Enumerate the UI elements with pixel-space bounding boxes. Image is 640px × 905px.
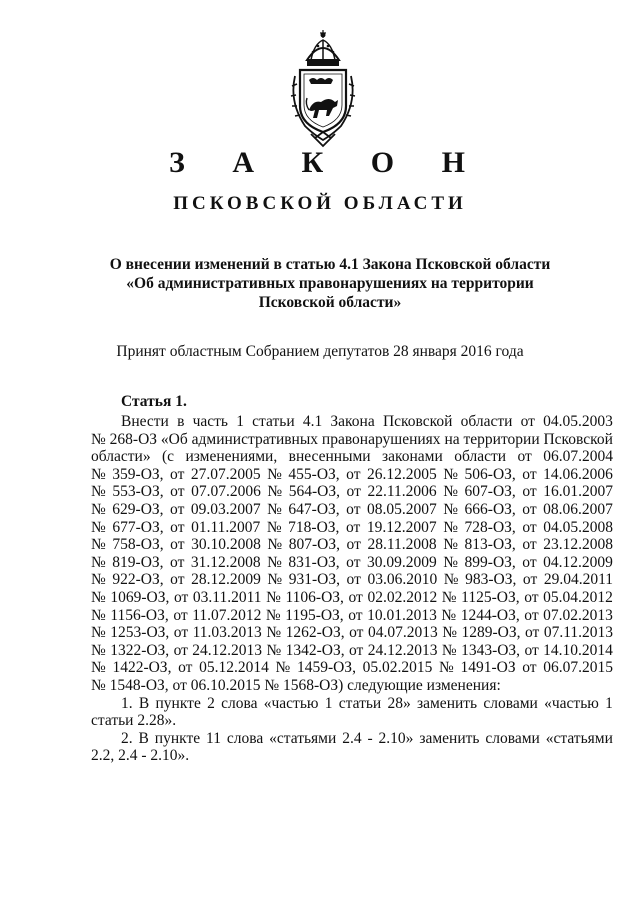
word: 899-ОЗ, (464, 553, 516, 571)
word: от (349, 641, 364, 659)
word: внесенными (288, 448, 371, 466)
word: в (177, 413, 185, 430)
word: 23.12.2008 (543, 536, 613, 554)
word: 1253-ОЗ, (110, 624, 170, 642)
word: 02.02.2012 (367, 588, 438, 606)
word: 11.07.2012 (192, 606, 262, 624)
word: 22.11.2006 (367, 483, 437, 501)
word: словами (485, 729, 540, 747)
word: от (522, 659, 537, 677)
word: 11.03.2013 (192, 624, 262, 642)
word: № (266, 641, 282, 659)
word: от (178, 659, 193, 677)
subject-line: Псковской области» (258, 294, 402, 311)
word: № (267, 465, 282, 483)
word: от (522, 483, 537, 501)
word: 1491-ОЗ (460, 659, 516, 677)
word: 629-ОЗ, (112, 500, 164, 518)
intro-line (91, 431, 613, 449)
law-region: ПСКОВСКОЙ ОБЛАСТИ (173, 193, 467, 214)
word: № (442, 624, 457, 642)
word: 1. (121, 694, 133, 712)
word: № (91, 553, 106, 571)
word: 1125-ОЗ, (461, 588, 520, 606)
word: Закона (330, 413, 375, 430)
amendment-item-2 (91, 730, 613, 748)
word: 04.05.2003 (543, 413, 613, 430)
word: от (522, 465, 537, 483)
subject-line: О внесении изменений в статью 4.1 Закона Псковской области (109, 256, 551, 273)
word: на (444, 430, 460, 448)
word: слова (226, 729, 264, 747)
word: пункте (154, 729, 201, 747)
word: № (439, 659, 454, 677)
word: 07.07.2006 (191, 483, 261, 501)
word: 506-ОЗ, (464, 465, 516, 483)
word: от (524, 606, 539, 624)
word: от (170, 553, 185, 571)
word: 30.09.2009 (367, 553, 437, 571)
intro-line (91, 448, 613, 466)
word: от (346, 465, 361, 483)
word: от (524, 624, 540, 642)
word: № (443, 518, 458, 536)
amendment-item-1-cont: статьи 2.28». (91, 712, 177, 730)
word: № (91, 483, 106, 501)
adoption-note: Принят областным Собранием депутатов 28 января 2016 года (116, 343, 524, 360)
word: от (522, 536, 537, 554)
word: № (266, 588, 281, 606)
word: от (348, 606, 363, 624)
word: № (443, 553, 459, 571)
word: заменить (419, 729, 480, 747)
word: от (522, 571, 538, 589)
word: от (524, 641, 539, 659)
word: 31.12.2008 (190, 553, 261, 571)
word: 14.10.2014 (543, 641, 613, 659)
word: 1422-ОЗ, (112, 659, 172, 677)
word: 1262-ОЗ, (285, 624, 345, 642)
word: 1289-ОЗ, (461, 624, 521, 642)
word: 4.1 (302, 413, 323, 430)
word: словами (483, 694, 538, 712)
word: В (138, 694, 150, 712)
intro-line (91, 413, 613, 431)
word: 1 (324, 694, 333, 712)
word: 08.05.2007 (367, 500, 437, 518)
word: № (91, 659, 106, 677)
intro-paragraph (91, 413, 613, 677)
word: 758-ОЗ, (112, 536, 164, 554)
word: 04.07.2013 (367, 624, 438, 642)
word: от (170, 536, 185, 554)
word: статьи (252, 413, 295, 430)
word: 03.11.2011 (192, 588, 262, 606)
word: 718-ОЗ, (288, 518, 340, 536)
word: 1069-ОЗ, (110, 588, 170, 606)
word: 28.12.2009 (191, 571, 261, 589)
word: от (170, 500, 185, 518)
word: № (275, 659, 291, 677)
word: от (517, 448, 532, 466)
word: № (91, 465, 106, 483)
word: от (170, 518, 185, 536)
word: № (267, 500, 282, 518)
word: 553-ОЗ, (112, 483, 164, 501)
word: от (173, 606, 188, 624)
word: 922-ОЗ, (112, 571, 164, 589)
word: 931-ОЗ, (288, 571, 340, 589)
word: 1459-ОЗ, (296, 659, 356, 677)
word: от (346, 500, 361, 518)
word: № (265, 606, 281, 624)
word: 27.07.2005 (190, 465, 261, 483)
word: 2. (121, 729, 133, 747)
word: от (173, 624, 189, 642)
word: Псковской (382, 413, 453, 430)
intro-line (91, 519, 613, 537)
word: 03.06.2010 (367, 571, 438, 589)
word: от (173, 641, 188, 659)
word: 1343-ОЗ, (461, 641, 521, 659)
word: области (460, 413, 513, 430)
word: № (267, 536, 283, 554)
word: 647-ОЗ, (288, 500, 340, 518)
intro-line (91, 607, 613, 625)
word: № (441, 606, 457, 624)
word: № (266, 518, 282, 536)
word: от (170, 483, 185, 501)
word: 1 (605, 694, 613, 712)
word: 1106-ОЗ, (285, 588, 344, 606)
law-subject (100, 255, 560, 312)
word: 268-ОЗ (109, 430, 158, 448)
word: № (267, 483, 283, 501)
word: от (524, 588, 539, 606)
word: от (173, 588, 189, 606)
subject-line: «Об административных правонарушениях на территории (126, 275, 534, 292)
word: часть (192, 413, 228, 430)
word: слова (221, 694, 258, 712)
word: № (443, 500, 459, 518)
word: 2.4 (342, 729, 362, 747)
word: 14.06.2006 (543, 465, 613, 483)
word: № (443, 536, 458, 554)
word: 04.05.2008 (543, 518, 613, 536)
intro-line (91, 571, 613, 589)
word: 06.07.2004 (543, 448, 613, 466)
word: законами (382, 448, 443, 466)
word: изменениями, (185, 448, 278, 466)
word: № (91, 536, 106, 554)
word: № (91, 588, 106, 606)
word: № (91, 641, 106, 659)
word: № (91, 500, 106, 518)
word: - (367, 729, 373, 747)
word: «статьями (545, 729, 613, 747)
word: 1156-ОЗ, (110, 606, 169, 624)
word: 831-ОЗ, (288, 553, 340, 571)
word: 28.11.2008 (367, 536, 437, 554)
word: «Об (160, 430, 188, 448)
word: 05.02.2015 (362, 659, 433, 677)
intro-line (91, 501, 613, 519)
word: 24.12.2013 (192, 641, 263, 659)
word: от (346, 483, 361, 501)
word: 19.12.2007 (366, 518, 437, 536)
word: 24.12.2013 (367, 641, 438, 659)
word: 07.02.2013 (543, 606, 613, 624)
word: 07.11.2013 (543, 624, 613, 642)
amendment-item-1 (91, 695, 613, 713)
word: «частью (544, 694, 599, 712)
word: 607-ОЗ, (464, 483, 516, 501)
word: 2 (207, 694, 215, 712)
intro-line (91, 536, 613, 554)
word: № (91, 430, 106, 448)
word: 1342-ОЗ, (285, 641, 345, 659)
word: 819-ОЗ, (112, 553, 164, 571)
word: «частью (263, 694, 319, 712)
word: 08.06.2007 (543, 500, 613, 518)
word: № (91, 571, 106, 589)
word: Внести (121, 413, 169, 430)
word: 666-ОЗ, (464, 500, 516, 518)
word: 26.12.2005 (367, 465, 437, 483)
word: 1195-ОЗ, (285, 606, 344, 624)
word: от (349, 624, 364, 642)
word: 983-ОЗ, (465, 571, 517, 589)
word: № (266, 624, 282, 642)
word: заменить (417, 694, 478, 712)
law-title: З А К О Н (169, 146, 485, 179)
word: от (346, 536, 361, 554)
word: № (441, 641, 457, 659)
word: области» (91, 448, 151, 466)
word: № (91, 518, 106, 536)
word: № (443, 465, 459, 483)
intro-last-line: № 1548-ОЗ, от 06.10.2015 № 1568-ОЗ) следующие изменения: (91, 676, 501, 694)
word: В (138, 729, 149, 747)
word: от (346, 553, 361, 571)
word: 455-ОЗ, (288, 465, 340, 483)
word: от (345, 518, 361, 536)
word: области (454, 448, 507, 466)
word: № (267, 571, 283, 589)
word: 04.12.2009 (543, 553, 613, 571)
word: 813-ОЗ, (464, 536, 516, 554)
word: № (91, 624, 106, 642)
word: «статьями (269, 729, 337, 747)
word: 30.10.2008 (191, 536, 261, 554)
word: от (522, 553, 537, 571)
intro-line (91, 642, 613, 660)
article-body (91, 413, 613, 765)
word: от (346, 571, 361, 589)
word: 06.07.2015 (543, 659, 613, 677)
word: 2.10» (378, 729, 414, 747)
word: 01.11.2007 (191, 518, 261, 536)
word: 28» (387, 694, 411, 712)
word: от (520, 413, 535, 430)
word: от (348, 588, 363, 606)
intro-line (91, 624, 613, 642)
word: № (443, 483, 458, 501)
word: правонарушениях (321, 430, 441, 448)
word: № (91, 606, 106, 624)
word: 1 (236, 413, 244, 430)
word: от (522, 518, 537, 536)
article-heading: Статья 1. (121, 393, 187, 410)
intro-line (91, 554, 613, 572)
word: пункте (155, 694, 201, 712)
word: Псковской (543, 430, 613, 448)
word: от (170, 465, 185, 483)
intro-line (91, 466, 613, 484)
word: 05.04.2012 (543, 588, 613, 606)
amendment-item-2-cont: 2.2, 2.4 - 2.10». (91, 747, 190, 765)
word: 677-ОЗ, (112, 518, 164, 536)
word: 1244-ОЗ, (460, 606, 520, 624)
pskov-oblast-coat-of-arms-icon (283, 30, 363, 148)
word: № (441, 588, 457, 606)
word: 16.01.2007 (543, 483, 613, 501)
word: 11 (206, 729, 221, 747)
word: 05.12.2014 (199, 659, 269, 677)
word: от (522, 500, 537, 518)
intro-line (91, 483, 613, 501)
word: административных (191, 430, 319, 448)
word: 29.04.2011 (543, 571, 613, 589)
word: от (170, 571, 185, 589)
intro-line (91, 589, 613, 607)
word: 09.03.2007 (190, 500, 261, 518)
word: 359-ОЗ, (112, 465, 164, 483)
word: территории (463, 430, 540, 448)
word: (с (162, 448, 175, 466)
word: № (267, 553, 282, 571)
intro-line (91, 659, 613, 677)
word: 807-ОЗ, (288, 536, 340, 554)
word: 564-ОЗ, (288, 483, 340, 501)
word: статьи (338, 694, 382, 712)
word: 728-ОЗ, (464, 518, 516, 536)
word: № (443, 571, 459, 589)
word: 1322-ОЗ, (110, 641, 170, 659)
word: 10.01.2013 (367, 606, 437, 624)
